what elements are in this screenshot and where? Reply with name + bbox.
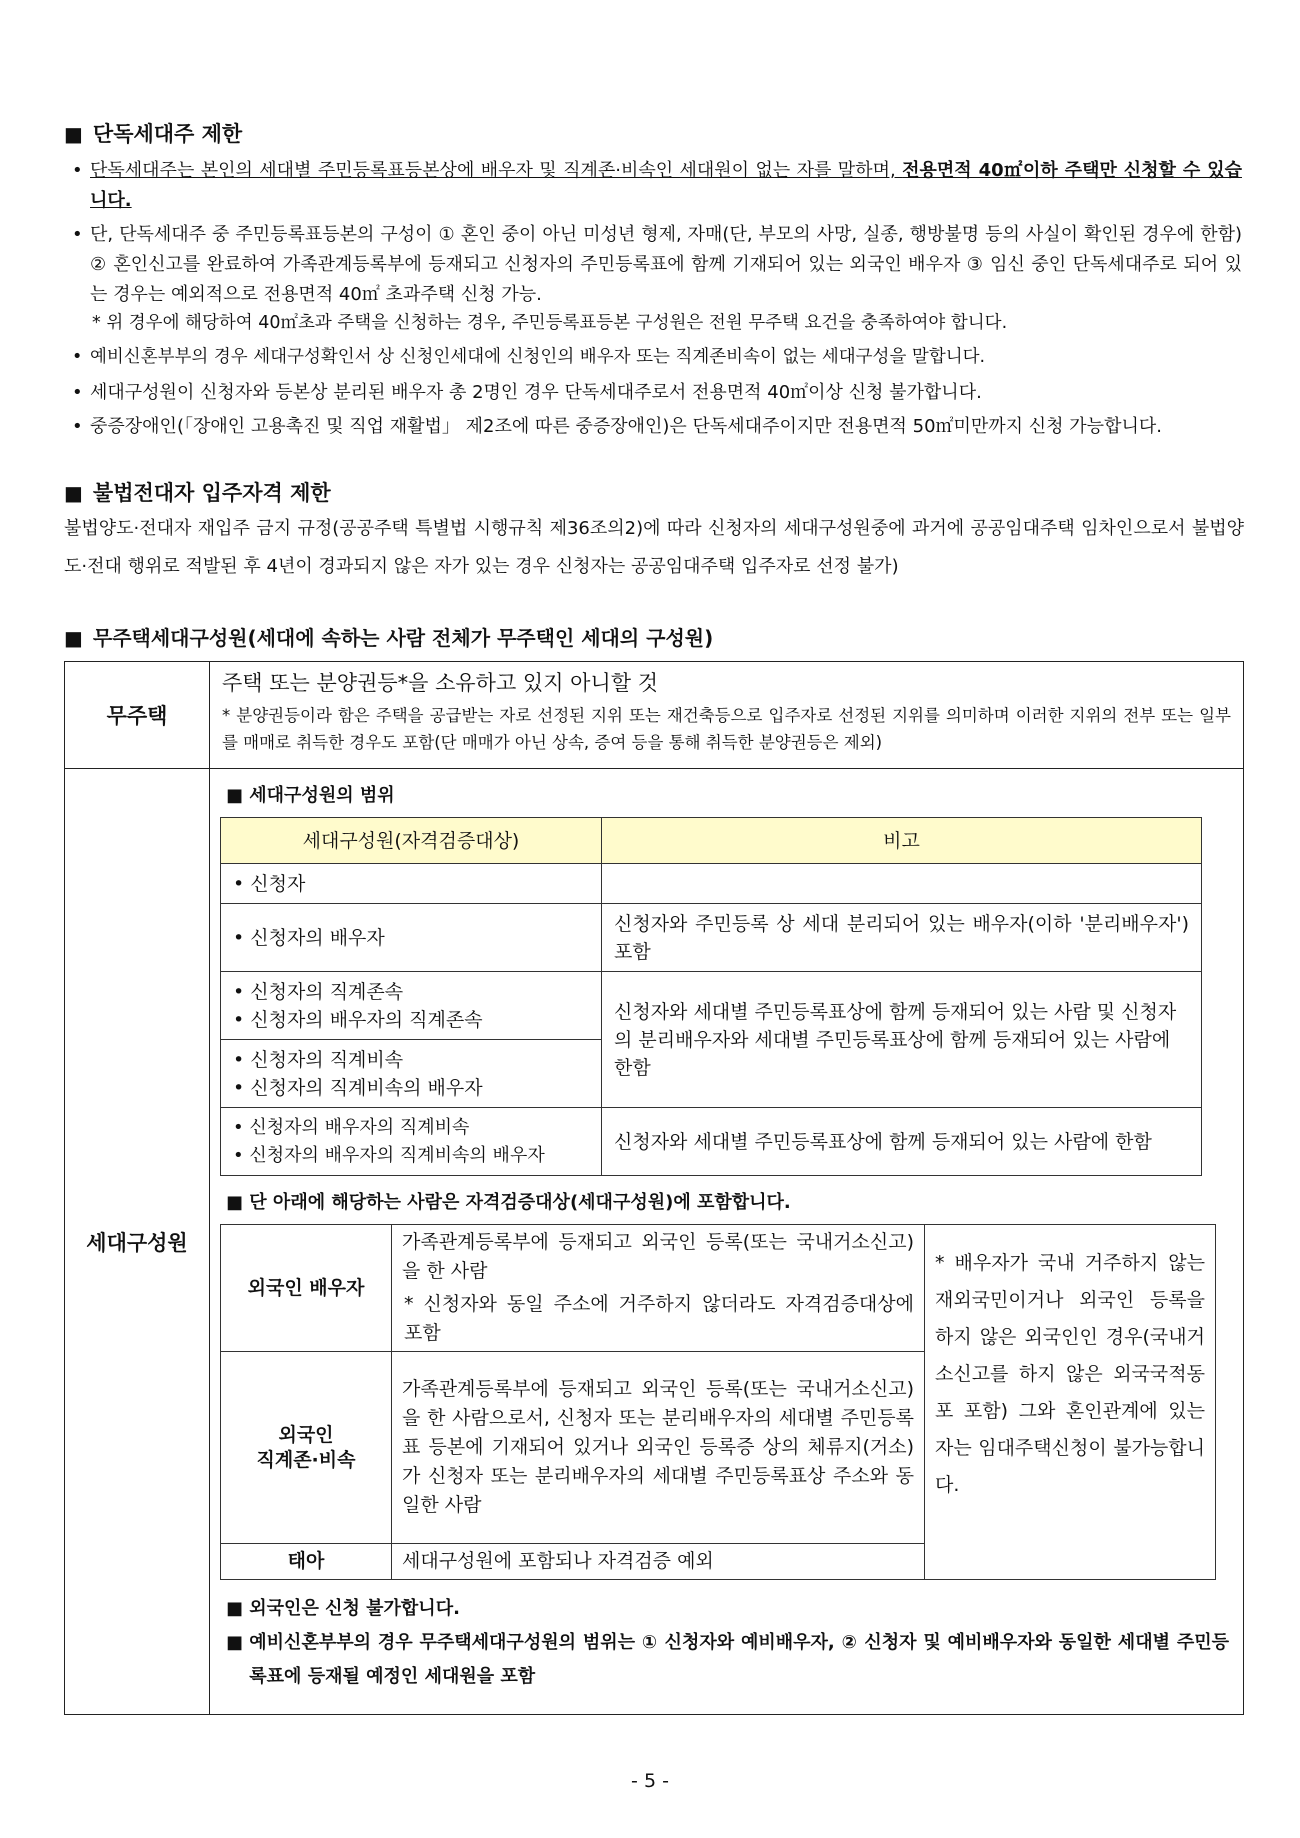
table-cell: 가족관계등록부에 등재되고 외국인 등록(또는 국내거소신고)을 한 사람으로서, 신청자 또는 분리배우자의 세대별 주민등록표 등본에 기재되어 있거나 외국인 등록증 상의 체류지(거소)가 신청자 또는 분리배우자의 세대별 주민등록표상 주소와 동일한 사람 [392,1352,925,1544]
table-cell: • 신청자의 배우자의 직계비속 • 신청자의 배우자의 직계비속의 배우자 [221,1108,602,1176]
foreigner-table [220,1224,1216,1580]
table-cell: 세대구성원에 포함되나 자격검증 예외 [392,1544,925,1580]
bullet-dot-icon: • [72,160,83,181]
include-subtitle: ■ 단 아래에 해당하는 사람은 자격검증대상(세대구성원)에 포함합니다. [226,1192,791,1213]
page-number: - 5 - [631,1770,669,1792]
table-cell: • 신청자의 직계비속 • 신청자의 직계비속의 배우자 [221,1040,602,1108]
table-cell: 신청자와 세대별 주민등록표상에 함께 등재되어 있는 사람에 한함 [602,1108,1202,1176]
bullet-dot-icon: • [72,416,83,437]
bullet-item: • 세대구성원이 신청자와 등본상 분리된 배우자 총 2명인 경우 단독세대주로서 전용면적 40㎡이상 신청 불가합니다. [72,378,1242,408]
foot-note: ■ 외국인은 신청 불가합니다. [226,1598,460,1619]
row-label-homeless: 무주택 [65,662,210,769]
section-title-illegal-sublease: ■ 불법전대자 입주자격 제한 [64,481,331,505]
bullet-dot-icon: • [72,382,83,403]
square-bullet-icon: ■ [226,1632,250,1653]
bullet-dot-icon: • [72,224,83,245]
square-bullet-icon: ■ [226,785,250,806]
member-range-table [220,817,1202,1176]
table-cell: • 신청자의 배우자 [221,904,602,972]
homeless-member-table [64,661,1244,1715]
table-cell: 신청자와 주민등록 상 세대 분리되어 있는 배우자(이하 '분리배우자') 포함 [602,904,1202,972]
bullet-item: • 단, 단독세대주 중 주민등록표등본의 구성이 ① 혼인 중이 아닌 미성년 형제, 자매(단, 부모의 사망, 실종, 행방불명 등의 사실이 확인된 경우에 한함) ② 혼인신고를 완료하여 가족관계등록부에 등재되고 신청자의 주민등록표에 함께 기재되어 있는 외국인 배우자 ③ 임신 중인 단독세대주로 되어 있는 경우는 예외적으로 전용면적 40㎡ 초과주택 신청 가능. [72,220,1242,310]
header-member: 세대구성원(자격검증대상) [221,818,602,864]
illegal-sublease-text: 불법양도·전대자 재입주 금지 규정(공공주택 특별법 시행규칙 제36조의2)에 따라 신청자의 세대구성원중에 과거에 공공임대주택 임차인으로서 불법양도·전대 행위로 적발된 후 4년이 경과되지 않은 자가 있는 경우 신청자는 공공임대주택 입주자로 선정 불가) [64,518,1244,577]
homeless-definition-cell: 주택 또는 분양권등*을 소유하고 있지 아니할 것 * 분양권등이라 함은 주택을 공급받는 자로 선정된 지위 또는 재건축등으로 입주자로 선정된 지위를 의미하며 이러한 지위의 전부 또는 일부를 매매로 취득한 경우도 포함(단 매매가 아닌 상속, 증여 등을 통해 취득한 분양권등은 제외) [210,662,1244,769]
bullet-item: • 예비신혼부부의 경우 세대구성확인서 상 신청인세대에 신청인의 배우자 또는 직계존비속이 없는 세대구성을 말합니다. [72,342,1242,372]
table-cell: • 신청자의 직계존속 • 신청자의 배우자의 직계존속 [221,972,602,1040]
foreigner-note-cell: * 배우자가 국내 거주하지 않는 재외국민이거나 외국인 등록을 하지 않은 외국인인 경우(국내거소신고를 하지 않은 외국국적동포 포함) 그와 혼인관계에 있는 자는 임대주택신청이 불가능합니다. [925,1225,1216,1580]
range-subtitle: ■ 세대구성원의 범위 [226,785,395,806]
bullet-note: * 위 경우에 해당하여 40㎡초과 주택을 신청하는 경우, 주민등록표등본 구성원은 전원 무주택 요건을 충족하여야 합니다. [92,313,1008,333]
square-bullet-icon: ■ [64,481,83,505]
square-bullet-icon: ■ [64,122,83,146]
foot-note: ■ 예비신혼부부의 경우 무주택세대구성원의 범위는 ① 신청자와 예비배우자, ② 신청자 및 예비배우자와 동일한 세대별 주민등록표에 등재될 예정인 세대원을 포함 [226,1626,1229,1694]
household-member-cell [210,769,1244,1715]
bullet-dot-icon: • [72,347,83,367]
section-title-homeless-members: ■ 무주택세대구성원(세대에 속하는 사람 전체가 무주택인 세대의 구성원) [64,626,714,650]
table-cell: • 신청자 [221,864,602,904]
header-remark: 비고 [602,818,1202,864]
section-title-single-household: ■ 단독세대주 제한 [64,122,243,146]
square-bullet-icon: ■ [64,626,83,650]
square-bullet-icon: ■ [226,1192,250,1213]
bullet-item: • 중증장애인(「장애인 고용촉진 및 직업 재활법」 제2조에 따른 중증장애인)은 단독세대주이지만 전용면적 50㎡미만까지 신청 가능합니다. [72,412,1242,442]
square-bullet-icon: ■ [226,1598,250,1619]
table-cell [602,864,1202,904]
foreign-spouse-label: 외국인 배우자 [221,1225,392,1352]
table-cell: 신청자와 세대별 주민등록표상에 함께 등재되어 있는 사람 및 신청자의 분리배우자와 세대별 주민등록표상에 함께 등재되어 있는 사람에 한함 [602,972,1202,1108]
fetus-label: 태아 [221,1544,392,1580]
bullet-item: • 단독세대주는 본인의 세대별 주민등록표등본상에 배우자 및 직계존·비속인 세대원이 없는 자를 말하며, 전용면적 40㎡이하 주택만 신청할 수 있습니다. [72,156,1242,216]
foreign-lineal-label: 외국인 직계존·비속 [221,1352,392,1544]
row-label-household-member: 세대구성원 [65,769,210,1715]
table-cell: 가족관계등록부에 등재되고 외국인 등록(또는 국내거소신고)을 한 사람 * 신청자와 동일 주소에 거주하지 않더라도 자격검증대상에 포함 [392,1225,925,1352]
